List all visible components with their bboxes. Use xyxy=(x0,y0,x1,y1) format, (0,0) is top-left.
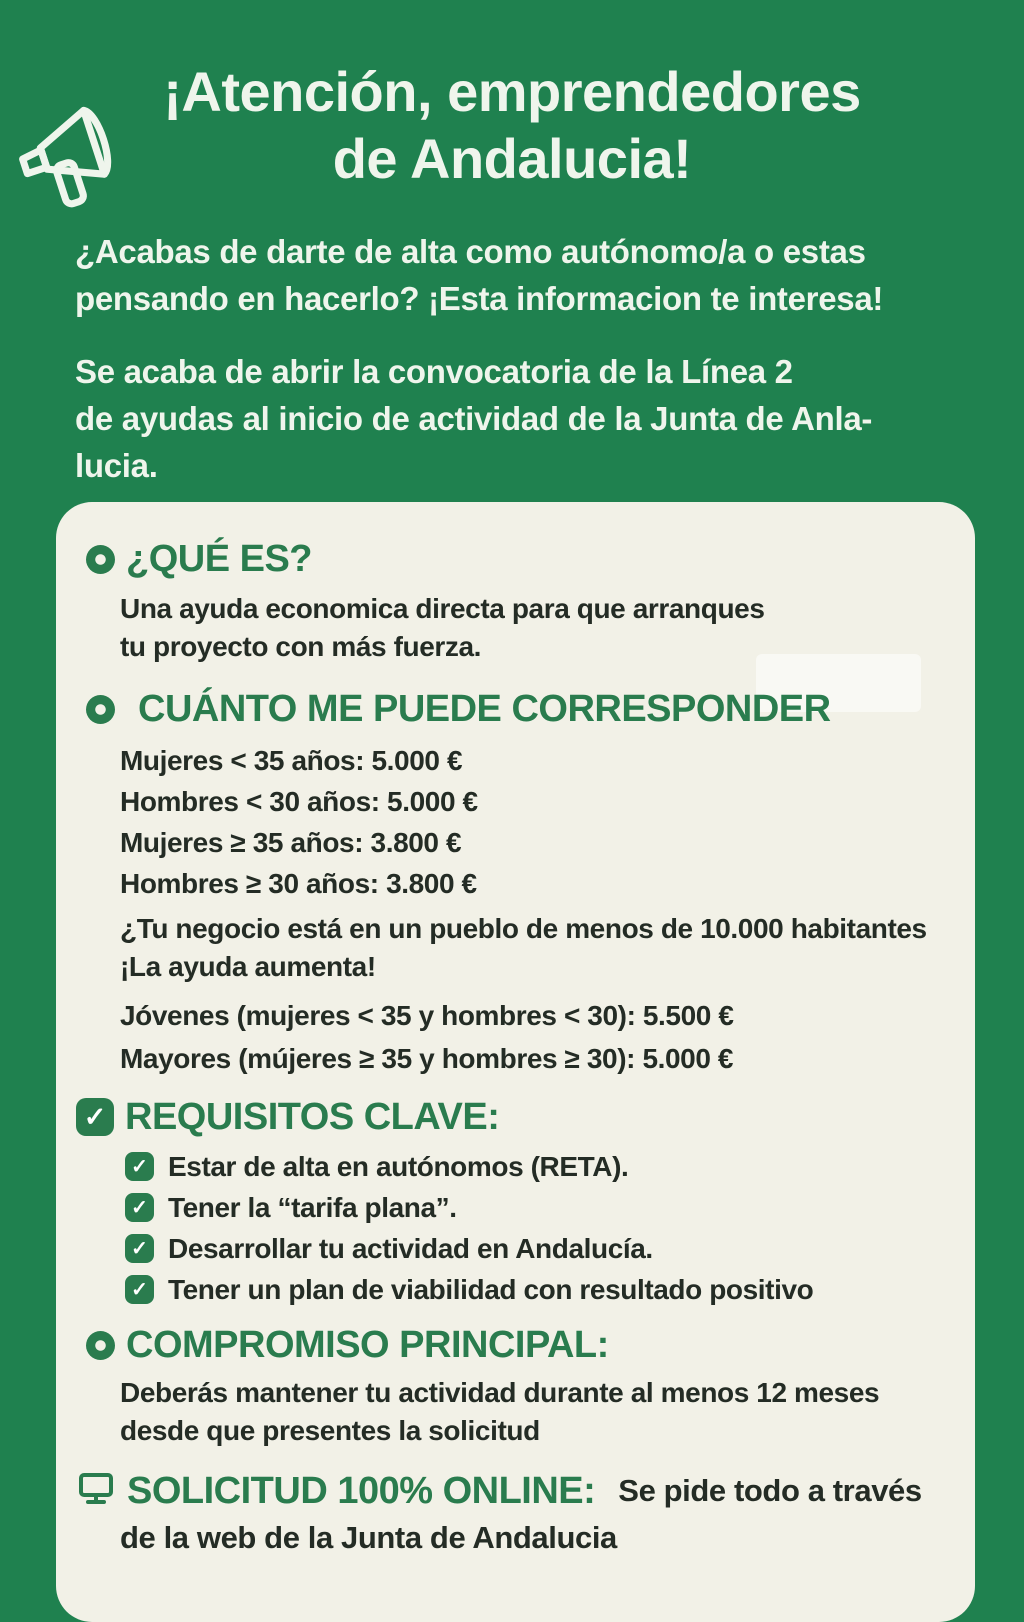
check-icon: ✓ xyxy=(76,1098,114,1136)
amounts-list xyxy=(120,740,945,904)
check-icon: ✓ xyxy=(125,1234,154,1263)
solicitud-heading: SOLICITUD 100% ONLINE: xyxy=(127,1469,596,1512)
intro-2-line-1: Se acaba de abrir la convocatoria de la Línea 2 xyxy=(75,353,793,390)
section-heading-solicitud xyxy=(78,1468,945,1514)
section-heading-requisitos xyxy=(76,1094,945,1140)
bullet-icon xyxy=(86,545,115,574)
amount-row: Mujeres ≥ 35 años: 3.800 € xyxy=(120,827,462,858)
section-heading-que-es xyxy=(86,536,945,582)
page-title xyxy=(0,58,1024,192)
list-item xyxy=(125,1146,945,1187)
requisito-text: Estar de alta en autónomos (RETA). xyxy=(168,1150,629,1182)
intro-paragraph-1 xyxy=(75,228,969,322)
solicitud-inline-text: Se pide todo a través xyxy=(618,1473,922,1508)
bonus-row: Jóvenes (mujeres < 35 y hombres < 30): 5.500 € xyxy=(120,1000,734,1031)
requisitos-heading: REQUISITOS CLAVE: xyxy=(125,1095,500,1138)
amount-row: Mujeres < 35 años: 5.000 € xyxy=(120,745,463,776)
info-card xyxy=(56,502,975,1622)
requisito-text: Desarrollar tu actividad en Andalucía. xyxy=(168,1232,653,1264)
requisito-text: Tener un plan de viabilidad con resultado positivo xyxy=(168,1273,814,1305)
compromiso-heading: COMPROMISO PRINCIPAL: xyxy=(126,1323,609,1366)
intro-1-line-1: ¿Acabas de darte de alta como autónomo/a o estas xyxy=(75,233,866,270)
solicitud-line-2: de la web de la Junta de Andalucia xyxy=(120,1520,617,1555)
requisito-text: Tener la “tarifa plana”. xyxy=(168,1191,457,1223)
que-es-body-line-1: Una ayuda economica directa para que arranques xyxy=(120,593,765,624)
intro-1-line-2: pensando en hacerlo? ¡Esta informacion te interesa! xyxy=(75,280,884,317)
compromiso-body xyxy=(120,1374,945,1450)
amount-row: Hombres ≥ 30 años: 3.800 € xyxy=(120,868,477,899)
list-item xyxy=(125,1228,945,1269)
cuanto-heading: CUÁNTO ME PUEDE CORRESPONDER xyxy=(138,687,831,730)
section-heading-compromiso xyxy=(86,1322,945,1368)
pueblo-line-2: ¡La ayuda aumenta! xyxy=(120,951,376,982)
compromiso-line-1: Deberás mantener tu actividad durante al menos 12 meses xyxy=(120,1377,880,1408)
que-es-body-line-2: tu proyecto con más fuerza. xyxy=(120,631,482,662)
requisitos-list xyxy=(125,1146,945,1310)
bonus-row: Mayores (mújeres ≥ 35 y hombres ≥ 30): 5.000 € xyxy=(120,1043,734,1074)
intro-paragraph-2 xyxy=(75,348,969,489)
intro-2-line-2: de ayudas al inicio de actividad de la Junta de Anla- xyxy=(75,400,873,437)
que-es-heading: ¿QUÉ ES? xyxy=(126,537,313,580)
bullet-icon xyxy=(86,1331,115,1360)
title-line-1: ¡Atención, emprendedores xyxy=(163,60,861,123)
check-icon: ✓ xyxy=(125,1275,154,1304)
section-heading-cuanto xyxy=(86,686,945,732)
check-icon: ✓ xyxy=(125,1152,154,1181)
compromiso-line-2: desde que presentes la solicitud xyxy=(120,1415,540,1446)
title-line-2: de Andalucia! xyxy=(332,127,692,190)
amount-row: Hombres < 30 años: 5.000 € xyxy=(120,786,478,817)
list-item xyxy=(125,1187,945,1228)
monitor-icon xyxy=(78,1471,116,1512)
check-icon: ✓ xyxy=(125,1193,154,1222)
intro-2-line-3: lucia. xyxy=(75,447,158,484)
bonus-amounts-list xyxy=(120,994,945,1080)
list-item xyxy=(125,1269,945,1310)
pueblo-line-1: ¿Tu negocio está en un pueblo de menos de 10.000 habitantes xyxy=(120,913,927,944)
solicitud-body xyxy=(120,1518,945,1558)
bullet-icon xyxy=(86,695,115,724)
pueblo-note xyxy=(120,910,945,986)
